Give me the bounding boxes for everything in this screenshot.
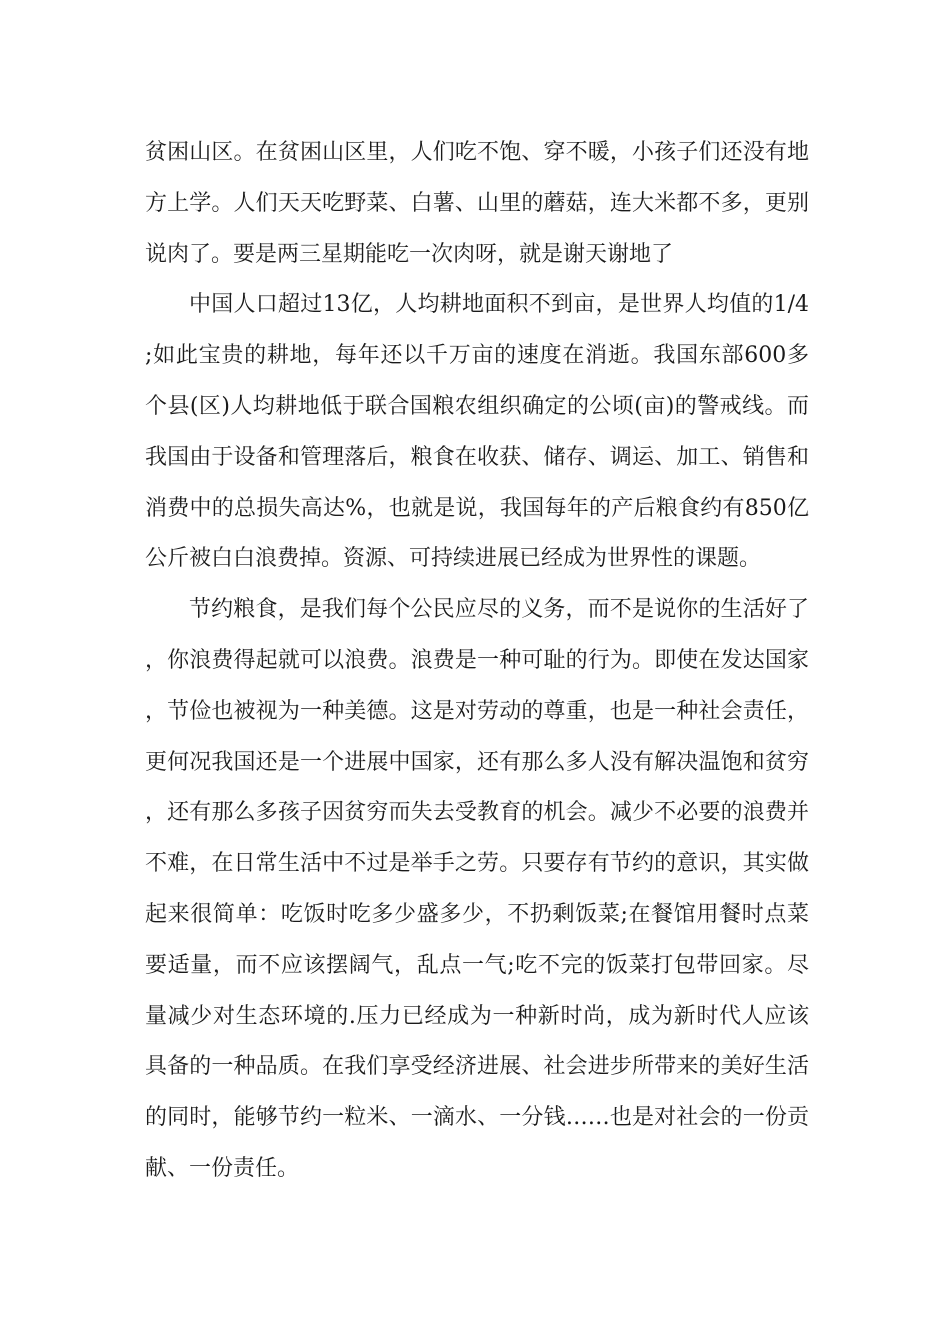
document-body: [145, 128, 809, 1195]
paragraph-saving-food: 节约粮食，是我们每个公民应尽的义务，而不是说你的生活好了，你浪费得起就可以浪费。浪费是一种可耻的行为。即使在发达国家，节俭也被视为一种美德。这是对劳动的尊重，也是一种社会责任，更何况我国还是一个进展中国家，还有那么多人没有解决温饱和贫穷，还有那么多孩子因贫穷而失去受教育的机会。减少不必要的浪费并不难，在日常生活中不过是举手之劳。只要存有节约的意识，其实做起来很简单：吃饭时吃多少盛多少，不扔剩饭菜;在餐馆用餐时点菜要适量，而不应该摆阔气，乱点一气;吃不完的饭菜打包带回家。尽量减少对生态环境的.压力已经成为一种新时尚，成为新时代人应该具备的一种品质。在我们享受经济进展、社会进步所带来的美好生活的同时，能够节约一粒米、一滴水、一分钱……也是对社会的一份贡献、一份责任。: [145, 597, 809, 1181]
paragraph-farmland: 中国人口超过13亿，人均耕地面积不到亩，是世界人均值的1/4;如此宝贵的耕地，每年还以千万亩的速度在消逝。我国东部600多个县(区)人均耕地低于联合国粮农组织确定的公顷(亩)的警戒线。而我国由于设备和管理落后，粮食在收获、储存、调运、加工、销售和消费中的总损失高达%，也就是说，我国每年的产后粮食约有850亿公斤被白白浪费掉。资源、可持续进展已经成为世界性的课题。: [145, 292, 809, 572]
paragraph-continuation: 贫困山区。在贫困山区里，人们吃不饱、穿不暖，小孩子们还没有地方上学。人们天天吃野菜、白薯、山里的蘑菇，连大米都不多，更别说肉了。要是两三星期能吃一次肉呀，就是谢天谢地了: [145, 140, 809, 267]
